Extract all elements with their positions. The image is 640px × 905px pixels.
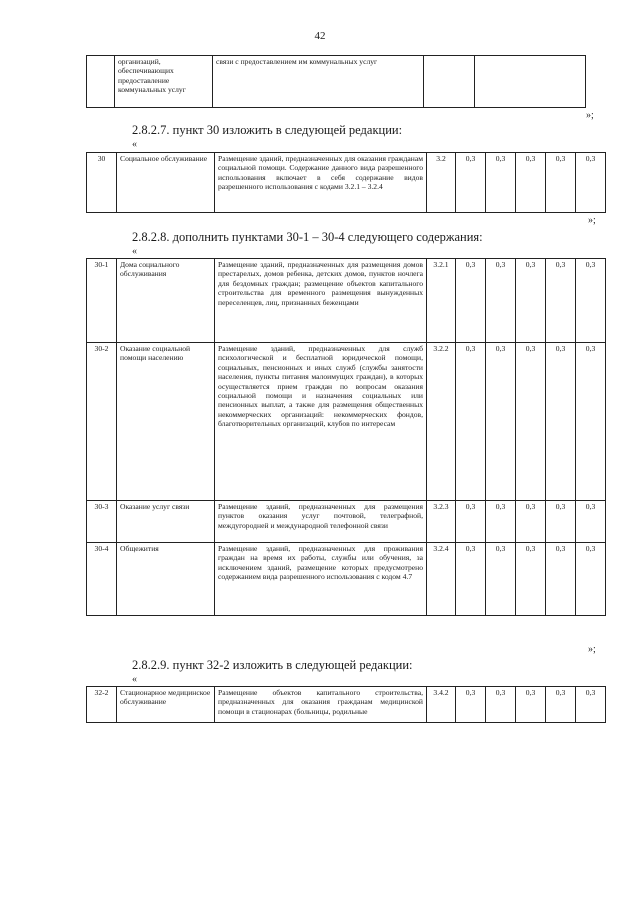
row-value: 0,3 — [486, 543, 516, 616]
row-code: 3.2.3 — [427, 501, 456, 543]
row-value: 0,3 — [486, 153, 516, 213]
top-table-desc-cell: связи с предоставлением им коммунальных услуг — [213, 56, 424, 108]
table-section-2 — [86, 258, 606, 616]
open-quote: « — [132, 246, 137, 257]
row-value: 0,3 — [546, 501, 576, 543]
row-value: 0,3 — [486, 343, 516, 501]
row-value: 0,3 — [546, 343, 576, 501]
table-row — [87, 343, 606, 501]
table-row — [87, 501, 606, 543]
row-description: Размещение зданий, предназначенных для служб психологической и бесплатной юридической помощи, социальных, пенсионных и иных служб (службы занятости населения, пункты питания малоимущих граждан), в которых осуществляется прием граждан по вопросам оказания социальной помощи и назначения социальных или пенсионных выплат, а также для размещения общественных некоммерческих организаций: некоммерческих фондов, благотворительных организаций, клубов по интересам — [215, 343, 427, 501]
row-description: Размещение зданий, предназначенных для оказания гражданам социальной помощи. Содержание данного вида разрешенного использования включает в себя содержание видов разрешенного использования с кодами 3.2.1 – 3.2.4 — [215, 153, 427, 213]
row-value: 0,3 — [546, 543, 576, 616]
row-value: 0,3 — [516, 343, 546, 501]
table-row — [87, 687, 606, 723]
row-name: Социальное обслуживание — [117, 153, 215, 213]
top-table-values-cell — [475, 56, 586, 108]
table-section-3 — [86, 686, 606, 723]
row-value: 0,3 — [576, 543, 606, 616]
row-description: Размещение объектов капитального строительства, предназначенных для оказания гражданам медицинской помощи в стационарах (больницы, родильные — [215, 687, 427, 723]
row-description: Размещение зданий, предназначенных для размещения домов престарелых, домов ребенка, детских домов, пунктов ночлега для бездомных граждан; размещение объектов капитального строительства для временного размещения вынужденных переселенцев, лиц, признанных беженцами — [215, 259, 427, 343]
row-name: Общежития — [117, 543, 215, 616]
row-number: 30-4 — [87, 543, 117, 616]
row-value: 0,3 — [546, 687, 576, 723]
row-value: 0,3 — [456, 543, 486, 616]
section-heading-1: 2.8.2.7. пункт 30 изложить в следующей редакции: — [132, 123, 403, 137]
row-value: 0,3 — [546, 153, 576, 213]
row-value: 0,3 — [516, 153, 546, 213]
row-code: 3.2.2 — [427, 343, 456, 501]
row-code: 3.2 — [427, 153, 456, 213]
row-description: Размещение зданий, предназначенных для размещения пунктов оказания услуг почтовой, телеграфной, междугородней и международной телефонной связи — [215, 501, 427, 543]
table-row — [87, 153, 606, 213]
top-table — [86, 55, 586, 108]
row-value: 0,3 — [516, 687, 546, 723]
open-quote: « — [132, 674, 137, 685]
row-value: 0,3 — [456, 501, 486, 543]
top-table-name-cell: организаций, обеспечивающих предоставление коммунальных услуг — [115, 56, 213, 108]
table-row — [87, 543, 606, 616]
row-value: 0,3 — [576, 343, 606, 501]
row-value: 0,3 — [576, 259, 606, 343]
row-value: 0,3 — [456, 687, 486, 723]
page-number: 42 — [314, 30, 326, 42]
row-value: 0,3 — [546, 259, 576, 343]
row-value: 0,3 — [486, 501, 516, 543]
row-number: 30-1 — [87, 259, 117, 343]
row-value: 0,3 — [486, 259, 516, 343]
row-code: 3.4.2 — [427, 687, 456, 723]
row-value: 0,3 — [576, 501, 606, 543]
close-quote: »; — [588, 644, 596, 655]
table-section-1 — [86, 152, 606, 213]
row-value: 0,3 — [516, 543, 546, 616]
section-heading-3: 2.8.2.9. пункт 32-2 изложить в следующей редакции: — [132, 658, 413, 672]
row-name: Оказание социальной помощи населению — [117, 343, 215, 501]
row-name: Оказание услуг связи — [117, 501, 215, 543]
row-number: 32-2 — [87, 687, 117, 723]
row-value: 0,3 — [486, 687, 516, 723]
row-number: 30-3 — [87, 501, 117, 543]
close-quote: »; — [586, 110, 594, 121]
row-code: 3.2.4 — [427, 543, 456, 616]
row-value: 0,3 — [456, 343, 486, 501]
row-number: 30 — [87, 153, 117, 213]
section-heading-2: 2.8.2.8. дополнить пунктами 30-1 – 30-4 следующего содержания: — [132, 230, 483, 244]
row-description: Размещение зданий, предназначенных для проживания граждан на время их работы, службы или обучения, за исключением зданий, размещение которых предусмотрено содержанием вида разрешенного использования с кодом 4.7 — [215, 543, 427, 616]
close-quote: »; — [588, 215, 596, 226]
top-table-code-cell — [424, 56, 475, 108]
row-code: 3.2.1 — [427, 259, 456, 343]
row-value: 0,3 — [576, 153, 606, 213]
row-value: 0,3 — [516, 501, 546, 543]
open-quote: « — [132, 139, 137, 150]
top-table-num-cell — [87, 56, 115, 108]
row-value: 0,3 — [456, 153, 486, 213]
row-name: Дома социального обслуживания — [117, 259, 215, 343]
row-value: 0,3 — [516, 259, 546, 343]
row-name: Стационарное медицинское обслуживание — [117, 687, 215, 723]
row-value: 0,3 — [456, 259, 486, 343]
row-value: 0,3 — [576, 687, 606, 723]
row-number: 30-2 — [87, 343, 117, 501]
table-row — [87, 259, 606, 343]
